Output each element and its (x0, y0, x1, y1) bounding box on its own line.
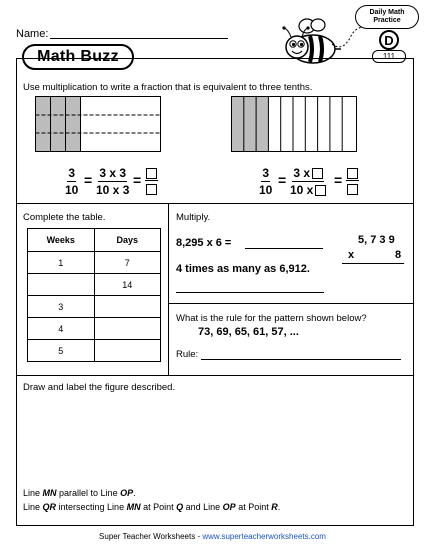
table-row (28, 296, 161, 318)
left-fraction-2 (96, 167, 129, 196)
table-instruction: Complete the table. (23, 212, 106, 223)
multiply-instruction: Multiply. (176, 212, 211, 223)
right-equals-1: = (278, 172, 287, 188)
point-r-label: R (271, 502, 278, 512)
desc1-text: parallel to Line (56, 488, 121, 498)
table-cell[interactable] (94, 340, 160, 362)
desc1-text: Line (23, 488, 43, 498)
right-denominator-multiplier-box[interactable] (315, 185, 326, 196)
line-op-label: OP (222, 502, 236, 512)
rule-label: Rule: (176, 349, 199, 360)
left-frac2-numerator: 3 x 3 (99, 166, 127, 180)
badge-line-1: Daily Math (369, 9, 405, 16)
vertical-multiplicand: 5, 7 3 9 (358, 234, 395, 246)
left-answer-numerator-box[interactable] (146, 168, 157, 179)
name-label: Name: (16, 28, 49, 40)
badge-letter: D (384, 32, 394, 48)
right-answer-denominator-box[interactable] (347, 184, 358, 195)
table-header-weeks: Weeks (28, 229, 95, 252)
left-equals-2: = (133, 172, 142, 188)
figure-description-2 (23, 502, 280, 512)
line-qr-label: QR (42, 502, 57, 512)
right-frac2-numerator: 3 x (293, 166, 311, 180)
name-line[interactable] (50, 38, 228, 39)
pattern-sequence: 73, 69, 65, 61, 57, ... (198, 326, 299, 338)
divider-vertical (168, 203, 169, 375)
drawing-area[interactable] (22, 398, 408, 482)
multiply-answer-line-1[interactable] (245, 248, 323, 249)
left-answer-denominator-box[interactable] (146, 184, 157, 195)
table-cell[interactable] (94, 318, 160, 340)
multiply-problem-1: 8,295 x 6 = (176, 237, 232, 249)
table-cell[interactable]: 14 (94, 274, 160, 296)
footer-text: Super Teacher Worksheets - (99, 532, 203, 541)
multiply-answer-line-2[interactable] (176, 292, 324, 293)
weeks-days-table (27, 228, 161, 362)
left-frac1-denominator: 10 (65, 183, 79, 197)
figure-description-1 (23, 488, 136, 498)
line-op-label: OP (120, 488, 134, 498)
table-header-days: Days (94, 229, 160, 252)
fraction-instruction: Use multiplication to write a fraction that is equivalent to three tenths. (23, 82, 313, 93)
table-cell[interactable]: 7 (94, 252, 160, 274)
right-equals-2: = (334, 172, 343, 188)
badge-letter-circle (379, 30, 399, 50)
table-cell[interactable]: 3 (28, 296, 95, 318)
multiply-problem-2: 4 times as many as 6,912. (176, 263, 310, 275)
table-row (28, 252, 161, 274)
table-cell[interactable]: 1 (28, 252, 95, 274)
left-equals-1: = (84, 172, 93, 188)
vertical-operator: x (348, 249, 355, 261)
right-frac2-numerator-row (292, 167, 324, 182)
vertical-multiplier: 8 (395, 249, 402, 261)
table-row (28, 274, 161, 296)
right-frac2-denominator-row (290, 182, 326, 196)
footer (0, 532, 425, 541)
left-answer-fraction (145, 167, 158, 195)
table-header-row (28, 229, 161, 252)
rule-answer-line[interactable] (201, 359, 401, 360)
desc2-text: intersecting Line (56, 502, 127, 512)
pattern-question: What is the rule for the pattern shown below? (176, 313, 367, 324)
point-q-label: Q (176, 502, 184, 512)
line-mn-label: MN (126, 502, 141, 512)
table-cell[interactable]: 5 (28, 340, 95, 362)
left-frac1-numerator: 3 (68, 166, 76, 180)
vertical-answer-line (342, 263, 404, 264)
right-frac1-denominator: 10 (259, 183, 273, 197)
desc2-text: Line (23, 502, 43, 512)
right-fraction-model (231, 96, 357, 152)
badge-number: 111 (382, 52, 396, 61)
right-frac1-numerator: 3 (262, 166, 270, 180)
page-title: Math Buzz (37, 48, 119, 65)
right-numerator-multiplier-box[interactable] (312, 168, 323, 179)
line-mn-label: MN (42, 488, 57, 498)
footer-link[interactable]: www.superteacherworksheets.com (202, 532, 326, 541)
table-cell[interactable]: 4 (28, 318, 95, 340)
table-cell[interactable] (94, 296, 160, 318)
table-cell[interactable] (28, 274, 95, 296)
divider-2 (16, 375, 414, 376)
left-fraction-1 (65, 167, 78, 196)
daily-practice-badge (355, 5, 419, 29)
right-answer-fraction (346, 167, 359, 195)
right-fraction-2 (290, 167, 326, 196)
draw-instruction: Draw and label the figure described. (23, 382, 176, 393)
right-fraction-1 (259, 167, 272, 196)
desc2-text: at Point (140, 502, 177, 512)
desc1-text: . (133, 488, 136, 498)
badge-line-2: Practice (373, 17, 401, 24)
left-fraction-model (35, 96, 161, 152)
desc2-text: at Point (235, 502, 272, 512)
desc2-text: and Line (183, 502, 223, 512)
desc2-text: . (277, 502, 281, 512)
divider-3 (168, 303, 414, 304)
divider-1 (16, 203, 414, 204)
right-frac2-denominator: 10 x (290, 183, 314, 197)
table-row (28, 318, 161, 340)
right-answer-numerator-box[interactable] (347, 168, 358, 179)
table-row (28, 340, 161, 362)
left-frac2-denominator: 10 x 3 (96, 183, 130, 197)
